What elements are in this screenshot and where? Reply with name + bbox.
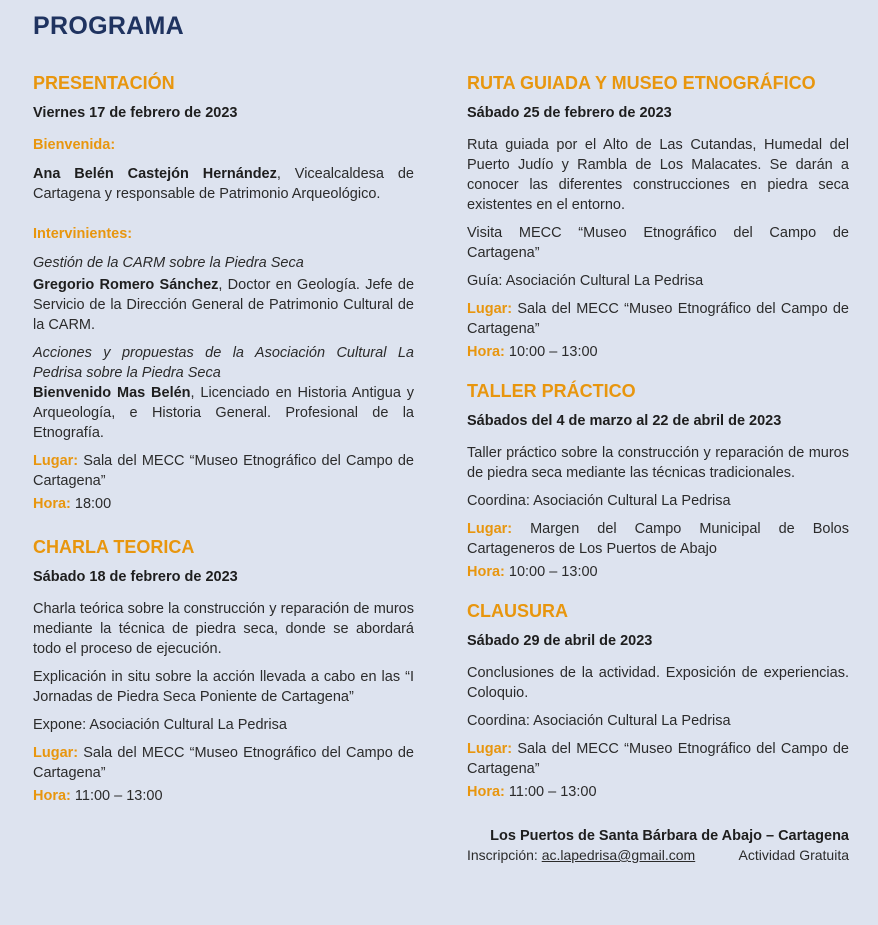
left-column (33, 72, 414, 814)
actividad-gratuita: Actividad Gratuita (738, 847, 849, 863)
taller-paragraph-2: Coordina: Asociación Cultural La Pedrisa (467, 493, 731, 509)
talk2-title: Acciones y propuestas de la Asociación Cultural La Pedrisa sobre la Piedra Seca (33, 345, 414, 381)
charla-paragraph-3: Expone: Asociación Cultural La Pedrisa (33, 717, 287, 733)
hora-value: 11:00 – 13:00 (70, 788, 163, 804)
bienvenida-paragraph (33, 164, 414, 204)
taller-title: TALLER PRÁCTICO (467, 381, 636, 401)
ruta-title: RUTA GUIADA Y MUSEO ETNOGRÁFICO (467, 73, 816, 93)
page-title: PROGRAMA (33, 12, 185, 40)
presentacion-lugar (33, 451, 414, 491)
hora-value: 11:00 – 13:00 (504, 784, 597, 800)
taller-section (467, 380, 849, 582)
lugar-label: Lugar: (467, 521, 513, 537)
charla-title: CHARLA TEORICA (33, 537, 195, 557)
bienvenida-name: Ana Belén Castejón Hernández (33, 166, 277, 182)
ruta-paragraph-1: Ruta guiada por el Alto de Las Cutandas, Humedal del Puerto Judío y Rambla de Los Malacates. Se darán a conocer las diferentes construcciones en piedra seca existentes en el entorno. (467, 137, 849, 213)
talk1-title: Gestión de la CARM sobre la Piedra Seca (33, 255, 304, 271)
presentacion-date: Viernes 17 de febrero de 2023 (33, 105, 238, 121)
clausura-hora (467, 782, 849, 802)
ruta-lugar (467, 299, 849, 339)
hora-label: Hora: (467, 564, 505, 580)
clausura-paragraph-2: Coordina: Asociación Cultural La Pedrisa (467, 713, 731, 729)
lugar-value: Sala del MECC “Museo Etnográfico del Campo de Cartagena” (33, 453, 414, 489)
hora-value: 18:00 (70, 496, 112, 512)
bienvenida-label: Bienvenida: (33, 137, 116, 153)
ruta-paragraph-2: Visita MECC “Museo Etnográfico del Campo de Cartagena” (467, 225, 849, 261)
charla-date: Sábado 18 de febrero de 2023 (33, 569, 238, 585)
hora-value: 10:00 – 13:00 (504, 344, 598, 360)
talk2-text: , Licenciado en Historia Antigua y Arqueología, e Historia General. Profesional de la Etnografía. (33, 385, 414, 441)
ruta-hora (467, 342, 849, 362)
presentacion-section (33, 72, 414, 514)
lugar-value: Sala del MECC “Museo Etnográfico del Campo de Cartagena” (467, 741, 849, 777)
lugar-value: Sala del MECC “Museo Etnográfico del Campo de Cartagena” (467, 301, 849, 337)
charla-paragraph-1: Charla teórica sobre la construcción y reparación de muros mediante la técnica de piedra seca, donde se abordará todo el proceso de ejecución. (33, 601, 414, 657)
email-link[interactable]: ac.lapedrisa@gmail.com (541, 847, 696, 863)
ruta-section (467, 72, 849, 362)
hora-label: Hora: (467, 344, 505, 360)
footer-location: Los Puertos de Santa Bárbara de Abajo – Cartagena (490, 828, 849, 844)
charla-paragraph-2: Explicación in situ sobre la acción llevada a cabo en las “I Jornadas de Piedra Seca Poniente de Cartagena” (33, 669, 414, 705)
taller-date: Sábados del 4 de marzo al 22 de abril de 2023 (467, 413, 782, 429)
lugar-value: Sala del MECC “Museo Etnográfico del Campo de Cartagena” (33, 745, 414, 781)
clausura-lugar (467, 739, 849, 779)
talk1-paragraph (33, 275, 414, 335)
talk2-speaker: Bienvenido Mas Belén (33, 385, 191, 401)
taller-lugar (467, 519, 849, 559)
taller-hora (467, 562, 849, 582)
hora-label: Hora: (33, 788, 71, 804)
taller-paragraph-1: Taller práctico sobre la construcción y reparación de muros de piedra seca mediante las técnicas tradicionales. (467, 445, 849, 481)
intervinientes-label: Intervinientes: (33, 226, 133, 242)
presentacion-title: PRESENTACIÓN (33, 73, 175, 93)
inscripcion-label: Inscripción: (467, 847, 542, 863)
charla-hora (33, 786, 414, 806)
hora-label: Hora: (467, 784, 505, 800)
clausura-date: Sábado 29 de abril de 2023 (467, 633, 653, 649)
talk2-paragraph (33, 383, 414, 443)
hora-label: Hora: (33, 496, 71, 512)
lugar-label: Lugar: (33, 745, 79, 761)
ruta-date: Sábado 25 de febrero de 2023 (467, 105, 672, 121)
talk1-speaker: Gregorio Romero Sánchez (33, 277, 219, 293)
footer-registration (467, 846, 849, 864)
lugar-label: Lugar: (467, 301, 513, 317)
charla-section (33, 536, 414, 806)
lugar-value: Margen del Campo Municipal de Bolos Cartageneros de Los Puertos de Abajo (467, 521, 849, 557)
bienvenida-text: , Vicealcaldesa de Cartagena y responsable de Patrimonio Arqueológico. (33, 166, 414, 202)
talk1-text: , Doctor en Geología. Jefe de Servicio de la Dirección General de Patrimonio Cultural de la CARM. (33, 277, 415, 333)
charla-lugar (33, 743, 414, 783)
right-column (467, 72, 849, 864)
footer (467, 826, 849, 864)
lugar-label: Lugar: (467, 741, 513, 757)
clausura-title: CLAUSURA (467, 601, 568, 621)
ruta-paragraph-3: Guía: Asociación Cultural La Pedrisa (467, 273, 704, 289)
hora-value: 10:00 – 13:00 (504, 564, 598, 580)
clausura-section (467, 600, 849, 802)
presentacion-hora (33, 494, 414, 514)
inscripcion-line (467, 846, 695, 864)
clausura-paragraph-1: Conclusiones de la actividad. Exposición de experiencias. Coloquio. (467, 665, 849, 701)
lugar-label: Lugar: (33, 453, 79, 469)
